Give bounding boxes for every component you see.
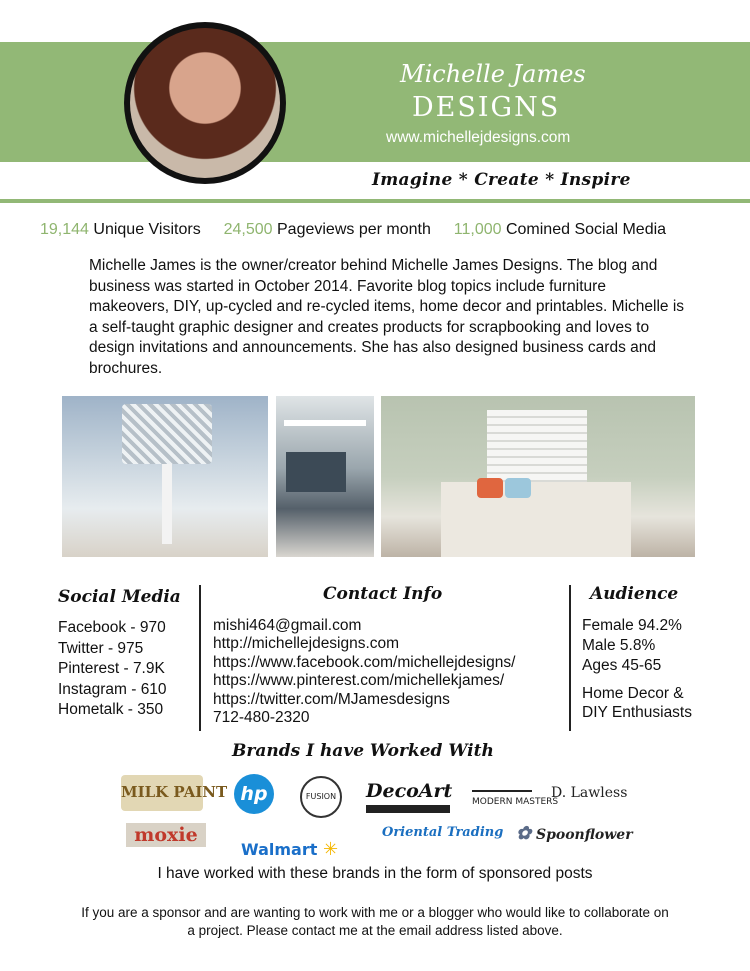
stat-pageviews-label: Pageviews per month — [277, 221, 431, 238]
footer-note: If you are a sponsor and are wanting to work with me or a blogger who would like to collaborate on a project. Please contact me at the email address listed above. — [81, 905, 669, 938]
profile-photo — [124, 22, 286, 184]
brand-oriental-trading-logo: Oriental Trading — [382, 825, 504, 840]
brand-moxie-logo: moxie — [126, 823, 206, 847]
brand-fusion-logo: FUSION — [300, 776, 342, 818]
contact-email[interactable]: mishi464@gmail.com — [213, 617, 362, 634]
audience-list — [582, 617, 692, 723]
contact-website[interactable]: http://michellejdesigns.com — [213, 635, 400, 653]
spoonflower-wordmark: Spoonflower — [535, 827, 633, 843]
profile-photo-image — [130, 28, 280, 178]
tagline-rule — [0, 199, 750, 203]
social-item: Instagram - 610 — [58, 680, 167, 698]
contact-title: Contact Info — [323, 584, 443, 604]
stat-visitors-value: 19,144 — [40, 221, 89, 238]
bed — [441, 482, 631, 557]
contact-twitter[interactable]: https://twitter.com/MJamesdesigns — [213, 690, 450, 708]
column-divider-left — [199, 585, 201, 731]
walmart-wordmark: Walmart — [241, 840, 318, 859]
pillow-blue — [505, 478, 531, 498]
shutter-headboard — [487, 410, 587, 488]
social-title: Social Media — [58, 587, 181, 607]
brand-hp-logo: hp — [234, 774, 274, 814]
bedroom-photo — [381, 396, 695, 557]
desk-photo — [276, 396, 374, 557]
brand-modern-masters-logo: MODERN MASTERS — [472, 790, 532, 828]
walmart-spark-icon: ✳ — [322, 839, 339, 860]
header-banner — [0, 42, 750, 162]
contact-facebook[interactable]: https://www.facebook.com/michellejdesigns/ — [213, 653, 516, 671]
audience-interest-1: Home Decor & — [582, 685, 684, 702]
shelf — [284, 420, 366, 426]
lamp-stem — [162, 464, 172, 544]
site-url[interactable]: www.michellejdesigns.com — [386, 129, 571, 146]
logo-name: Michelle James — [400, 60, 586, 88]
stat-visitors-label: Unique Visitors — [93, 221, 201, 238]
contact-phone: 712-480-2320 — [213, 708, 310, 726]
tagline: Imagine * Create * Inspire — [372, 170, 631, 190]
lamp-shade — [122, 404, 212, 464]
stat-pageviews-value: 24,500 — [223, 221, 273, 238]
chalkboard — [286, 452, 346, 492]
flower-icon: ✿ — [516, 823, 532, 844]
brand-walmart-logo — [241, 839, 338, 860]
social-item: Pinterest - 7.9K — [58, 660, 165, 677]
audience-ages: Ages 45-65 — [582, 657, 662, 674]
contact-pinterest[interactable]: https://www.pinterest.com/michellekjames/ — [213, 672, 505, 690]
audience-title: Audience — [590, 584, 679, 604]
audience-male: Male 5.8% — [582, 637, 656, 654]
social-item: Hometalk - 350 — [58, 701, 164, 718]
audience-female: Female 94.2% — [582, 617, 682, 634]
brand-spoonflower-logo — [516, 823, 633, 844]
audience-interest-2: DIY Enthusiasts — [582, 704, 692, 721]
column-divider-right — [569, 585, 571, 731]
pillow-orange — [477, 478, 503, 498]
stat-social-label: Comined Social Media — [505, 221, 667, 238]
social-item: Facebook - 970 — [58, 619, 166, 636]
brands-title: Brands I have Worked With — [232, 741, 494, 761]
brand-milk-paint-logo: MILK PAINT — [121, 775, 203, 811]
social-item: Twitter - 975 — [58, 639, 144, 657]
stat-social-value: 11,000 — [453, 221, 502, 238]
social-list — [58, 619, 167, 722]
lamp-photo — [62, 396, 268, 557]
contact-list — [213, 617, 515, 727]
brands-note: I have worked with these brands in the form of sponsored posts — [157, 865, 593, 882]
logo-designs: DESIGNS — [412, 92, 561, 123]
brand-lawless-logo: D. Lawless — [551, 785, 628, 801]
about-paragraph: Michelle James is the owner/creator behind Michelle James Designs. The blog and business was started in October 2014. Favorite blog topics include furniture makeovers, DIY, up-cycled and re-cycled items, home decor and printables. Michelle is a self-taught graphic designer and creates products for scrapbooking and loves to design invitations and announcements. She has also designed business cards and brochures. — [89, 257, 685, 377]
brand-decoart-logo: DecoArt — [366, 779, 450, 813]
stats-row — [40, 221, 666, 239]
